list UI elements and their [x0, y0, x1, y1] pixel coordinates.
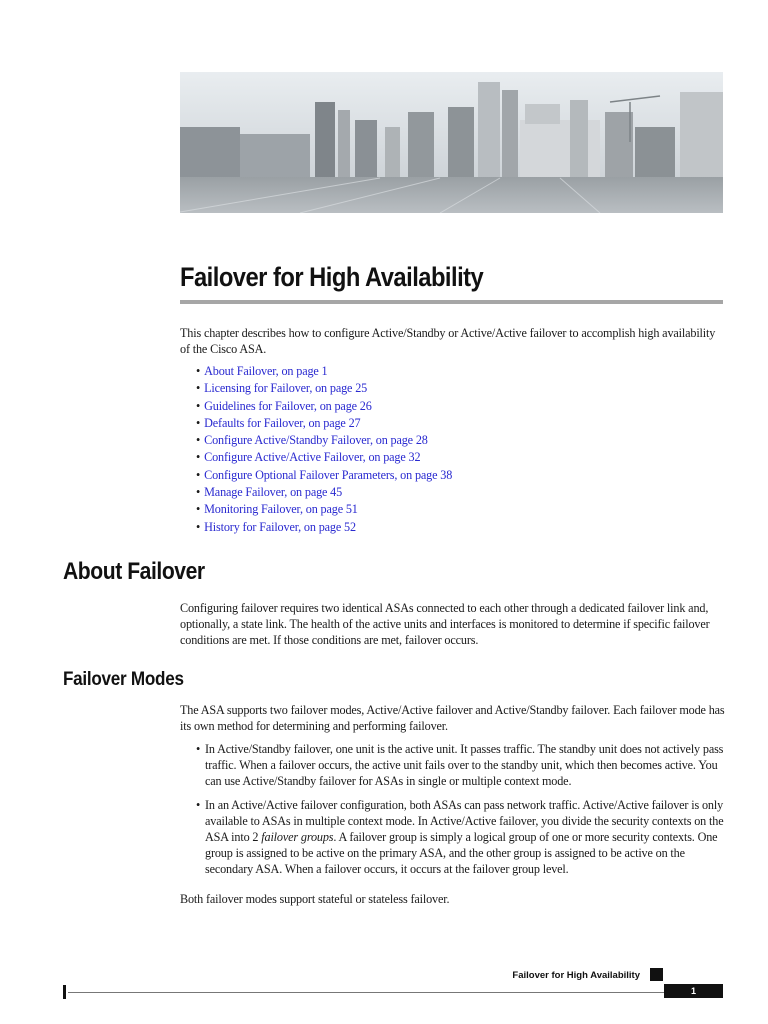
list-item-text: . A failover group is simply a logical group of one or more security contexts. One group is assigned to be active on the primary ASA, and the other group is assigned to be active on the secondary ASA. When a failover occurs, it occurs at the failover group level. [205, 830, 718, 876]
section-heading-failover-modes: Failover Modes [63, 669, 184, 690]
chapter-title: Failover for High Availability [180, 262, 484, 292]
emphasis-failover-groups: failover groups [261, 830, 334, 844]
toc-link[interactable]: Manage Failover, on page 45 [204, 485, 343, 500]
toc-link[interactable]: Defaults for Failover, on page 27 [204, 415, 361, 430]
toc-item[interactable] [196, 501, 452, 518]
list-item-text: In Active/Standby failover, one unit is the active unit. It passes traffic. The standby unit does not actively pass traffic. When a failover occurs, the active unit fails over to the standby unit, which then becomes active. You can use Active/Standby failover for ASAs in single or multiple context mode. [205, 742, 724, 788]
footer-chapter-title: Failover for High Availability [512, 970, 640, 981]
list-item-active-active [196, 797, 726, 877]
toc-link[interactable]: History for Failover, on page 52 [204, 519, 356, 534]
failover-modes-paragraph: The ASA supports two failover modes, Active/Active failover and Active/Standby failover. Each failover mode has its own method for determining and performing failover. [180, 703, 725, 733]
toc-item[interactable] [196, 484, 452, 501]
toc-item[interactable] [196, 449, 452, 466]
toc-link[interactable]: Monitoring Failover, on page 51 [204, 502, 358, 517]
toc-link[interactable]: Licensing for Failover, on page 25 [204, 381, 368, 396]
section-heading-about-failover: About Failover [63, 558, 205, 585]
failover-modes-closing: Both failover modes support stateful or stateless failover. [180, 892, 450, 906]
bullet: • [196, 398, 201, 413]
footer-marker [650, 968, 663, 981]
about-failover-paragraph: Configuring failover requires two identical ASAs connected to each other through a dedicated failover link and, optionally, a state link. The health of the active units and interfaces is monitored to determine if specific failover conditions are met. If those conditions are met, failover occurs. [180, 601, 710, 647]
toc-link[interactable]: Configure Optional Failover Parameters, on page 38 [204, 467, 453, 482]
toc-item[interactable] [196, 467, 452, 484]
bullet: • [196, 381, 201, 396]
toc-item[interactable] [196, 363, 452, 380]
page-number: 1 [664, 984, 723, 998]
bullet: • [196, 450, 201, 465]
chapter-intro: This chapter describes how to configure Active/Standby or Active/Active failover to accomplish high availability of the Cisco ASA. [180, 326, 716, 356]
chapter-toc [196, 363, 452, 536]
toc-item[interactable] [196, 380, 452, 397]
toc-item[interactable] [196, 519, 452, 536]
chapter-banner-image [180, 72, 723, 213]
bullet: • [196, 502, 201, 517]
toc-link[interactable]: Configure Active/Standby Failover, on page 28 [204, 433, 428, 448]
bullet: • [196, 742, 201, 756]
toc-link[interactable]: Guidelines for Failover, on page 26 [204, 398, 372, 413]
title-rule [180, 300, 723, 304]
toc-link[interactable]: Configure Active/Active Failover, on page 32 [204, 450, 421, 465]
toc-item[interactable] [196, 398, 452, 415]
bullet: • [196, 364, 201, 378]
list-item-text: In an Active/Active failover configuration, both ASAs can pass network traffic. Active/Active failover is only available to ASAs in multiple context mode. In Active/Active failover, you divide the security contexts on the ASA into 2 [205, 798, 724, 844]
footer-rule [68, 992, 723, 993]
bullet: • [196, 467, 201, 482]
list-item-active-standby [196, 741, 726, 789]
bullet: • [196, 415, 201, 430]
bullet: • [196, 485, 201, 500]
bullet: • [196, 519, 201, 534]
toc-link[interactable]: About Failover, on page 1 [204, 364, 328, 378]
bullet: • [196, 798, 201, 812]
toc-item[interactable] [196, 432, 452, 449]
bullet: • [196, 433, 201, 448]
footer-tick [63, 985, 66, 999]
toc-item[interactable] [196, 415, 452, 432]
